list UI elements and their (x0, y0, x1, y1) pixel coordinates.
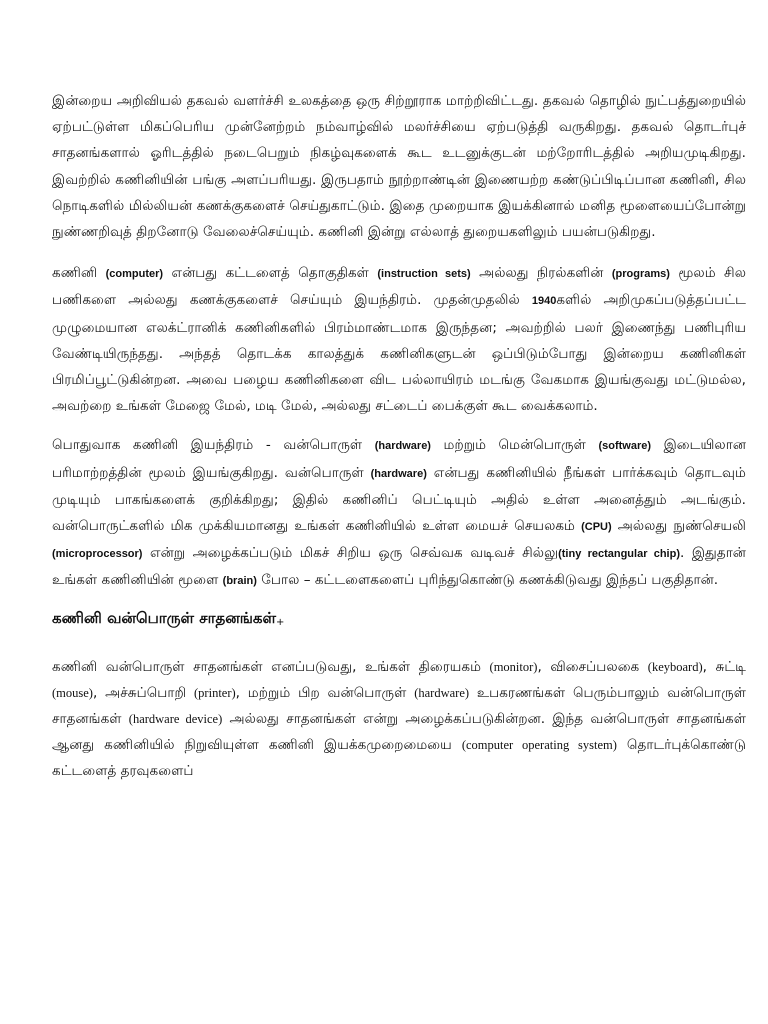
english-term: (programs) (611, 268, 670, 281)
section-heading-text: கணினி வன்பொருள் சாதனங்கள் (52, 608, 277, 627)
english-term: (CPU) (581, 521, 612, 534)
english-term: (hardware) (414, 685, 470, 700)
english-term: (computer operating system) (461, 738, 617, 753)
english-term: (keyboard) (647, 659, 703, 674)
english-term: (mouse) (52, 685, 93, 700)
english-term: (hardware) (370, 467, 427, 480)
tamil-text: , விசைப்பலகை (537, 658, 648, 675)
tamil-text: போல – கட்டளைகளைப் புரிந்துகொண்டு கணக்கிடுவது இந்தப் பகுதிதான். (256, 572, 719, 589)
english-term: (hardware device) (128, 712, 223, 727)
paragraph-computer-definition (52, 260, 746, 419)
tamil-text: கணினி (52, 265, 106, 282)
tamil-text: என்று அழைக்கப்படும் மிகச் சிறிய ஒரு செவ்வக வடிவச் சில்லு (142, 545, 559, 562)
tamil-text: என்பது கட்டளைத் தொகுதிகள் (163, 265, 378, 282)
section-heading (52, 605, 746, 636)
tamil-text: அல்லது நிரல்களின் (470, 265, 612, 282)
tamil-text: மற்றும் மென்பொருள் (430, 437, 599, 454)
tamil-text: தொடர்புக்கொண்டு கட்டளைத் தரவுகளைப் (52, 737, 746, 780)
english-term: (monitor) (489, 659, 538, 674)
document-page (52, 88, 746, 799)
tamil-text: உபகரணங்கள் பெரும்பாலும் வன்பொருள் சாதனங்கள் (52, 684, 747, 728)
paragraph-hardware-software (52, 432, 746, 594)
english-term: (software) (598, 440, 652, 453)
english-term: (tiny rectangular chip) (558, 548, 680, 561)
english-term: (brain) (222, 575, 257, 588)
tamil-text: பொதுவாக கணினி இயந்திரம் - வன்பொருள் (52, 437, 375, 454)
tamil-text: , சுட்டி (702, 658, 746, 675)
tamil-text: அல்லது சாதனங்கள் என்று அழைக்கப்படுகின்றன. இந்த வன்பொருள் சாதனங்கள் ஆனது கணினியில் நிறுவியுள்ள கணினி இயக்கமுறைமையை (52, 711, 746, 754)
tamil-text: இன்றைய அறிவியல் தகவல் வளர்ச்சி உலகத்தை ஒரு சிற்றூராக மாற்றிவிட்டது. தகவல் தொழில் நுட்பத்துறையில் ஏற்பட்டுள்ள மிகப்பெரிய முன்னேற்றம் நம்வாழ்வில் மலர்ச்சியை ஏற்படுத்தி வருகிறது. தகவல் தொடர்புச் சாதனங்களால் ஓரிடத்தில் நடைபெறும் நிகழ்வுகளைக் கூட உடனுக்குடன் மற்றோரிடத்தில் அறியமுடிகிறது. இவற்றில் கணினியின் பங்கு அளப்பரியது. இருபதாம் நூற்றாண்டின் இணையற்ற கண்டுப்பிடிப்பான கணினி, சில நொடிகளில் மில்லியன் கணக்குகளைச் செய்துகாட்டும். இதை முறையாக இயக்கினால் மனித மூளையைப்போன்று நுண்ணறிவுத் திறனோடு வேலைச்செய்யும். கணினி இன்று எல்லாத் துறையகளிலும் பயன்படுகிறது. (52, 93, 746, 241)
heading-plus-mark: + (276, 616, 285, 628)
paragraph-introduction (52, 88, 746, 245)
english-term: (hardware) (374, 440, 431, 453)
tamil-text: களில் அறிமுகப்படுத்தப்பட்ட முழுமையான எலக்ட்ரானிக் கணினிகளில் பிரம்மாண்டமாக இருந்தன; அவற்றில் பலர் இணைந்து பணிபுரிய வேண்டியிருந்தது. அந்தத் தொடக்க காலத்துக் கணினிகளுடன் ஒப்பிடும்போது இன்றைய கணினிகள் பிரமிப்பூட்டுகின்றன. அவை பழைய கணினிகளை விட பல்லாயிரம் மடங்கு வேகமாக இயங்குவது மட்டுமல்ல, அவற்றை உங்கள் மேஜை மேல், மடி மேல், அல்லது சட்டைப் பைக்குள் கூட வைக்கலாம். (52, 292, 746, 415)
paragraph-hardware-devices (52, 654, 746, 785)
english-term: (microprocessor) (52, 548, 143, 561)
tamil-text: , அச்சுப்பொறி (92, 684, 195, 701)
tamil-text: கணினி வன்பொருள் சாதனங்கள் எனப்படுவது, உங்கள் திரையகம் (52, 658, 490, 675)
tamil-text: இடையிலான பரிமாற்றத்தின் மூலம் இயங்குகிறது. வன்பொருள் (52, 437, 746, 481)
tamil-text: அல்லது நுண்செயலி (611, 518, 747, 535)
tamil-text: என்பது கணினியில் நீங்கள் பார்க்கவும் தொடவும் முடியும் பாகங்களைக் குறிக்கிறது; இதில் கணினிப் பெட்டியும் அதில் உள்ள அனைத்தும் அடங்கும். வன்பொருட்களில் மிக முக்கியமானது உங்கள் கணினியில் உள்ள மையச் செயலகம் (52, 464, 746, 535)
tamil-text: . இதுதான் உங்கள் கணினியின் மூளை (52, 545, 746, 589)
tamil-text: மூலம் சில பணிகளை அல்லது கணக்குகளைச் செய்யும் இயந்திரம். முதன்முதலில் (52, 265, 746, 309)
english-term: (computer) (105, 268, 164, 281)
english-term: 1940 (531, 295, 557, 308)
english-term: (printer) (194, 685, 236, 700)
english-term: (instruction sets) (377, 268, 471, 281)
tamil-text: , மற்றும் பிற வன்பொருள் (235, 684, 415, 701)
